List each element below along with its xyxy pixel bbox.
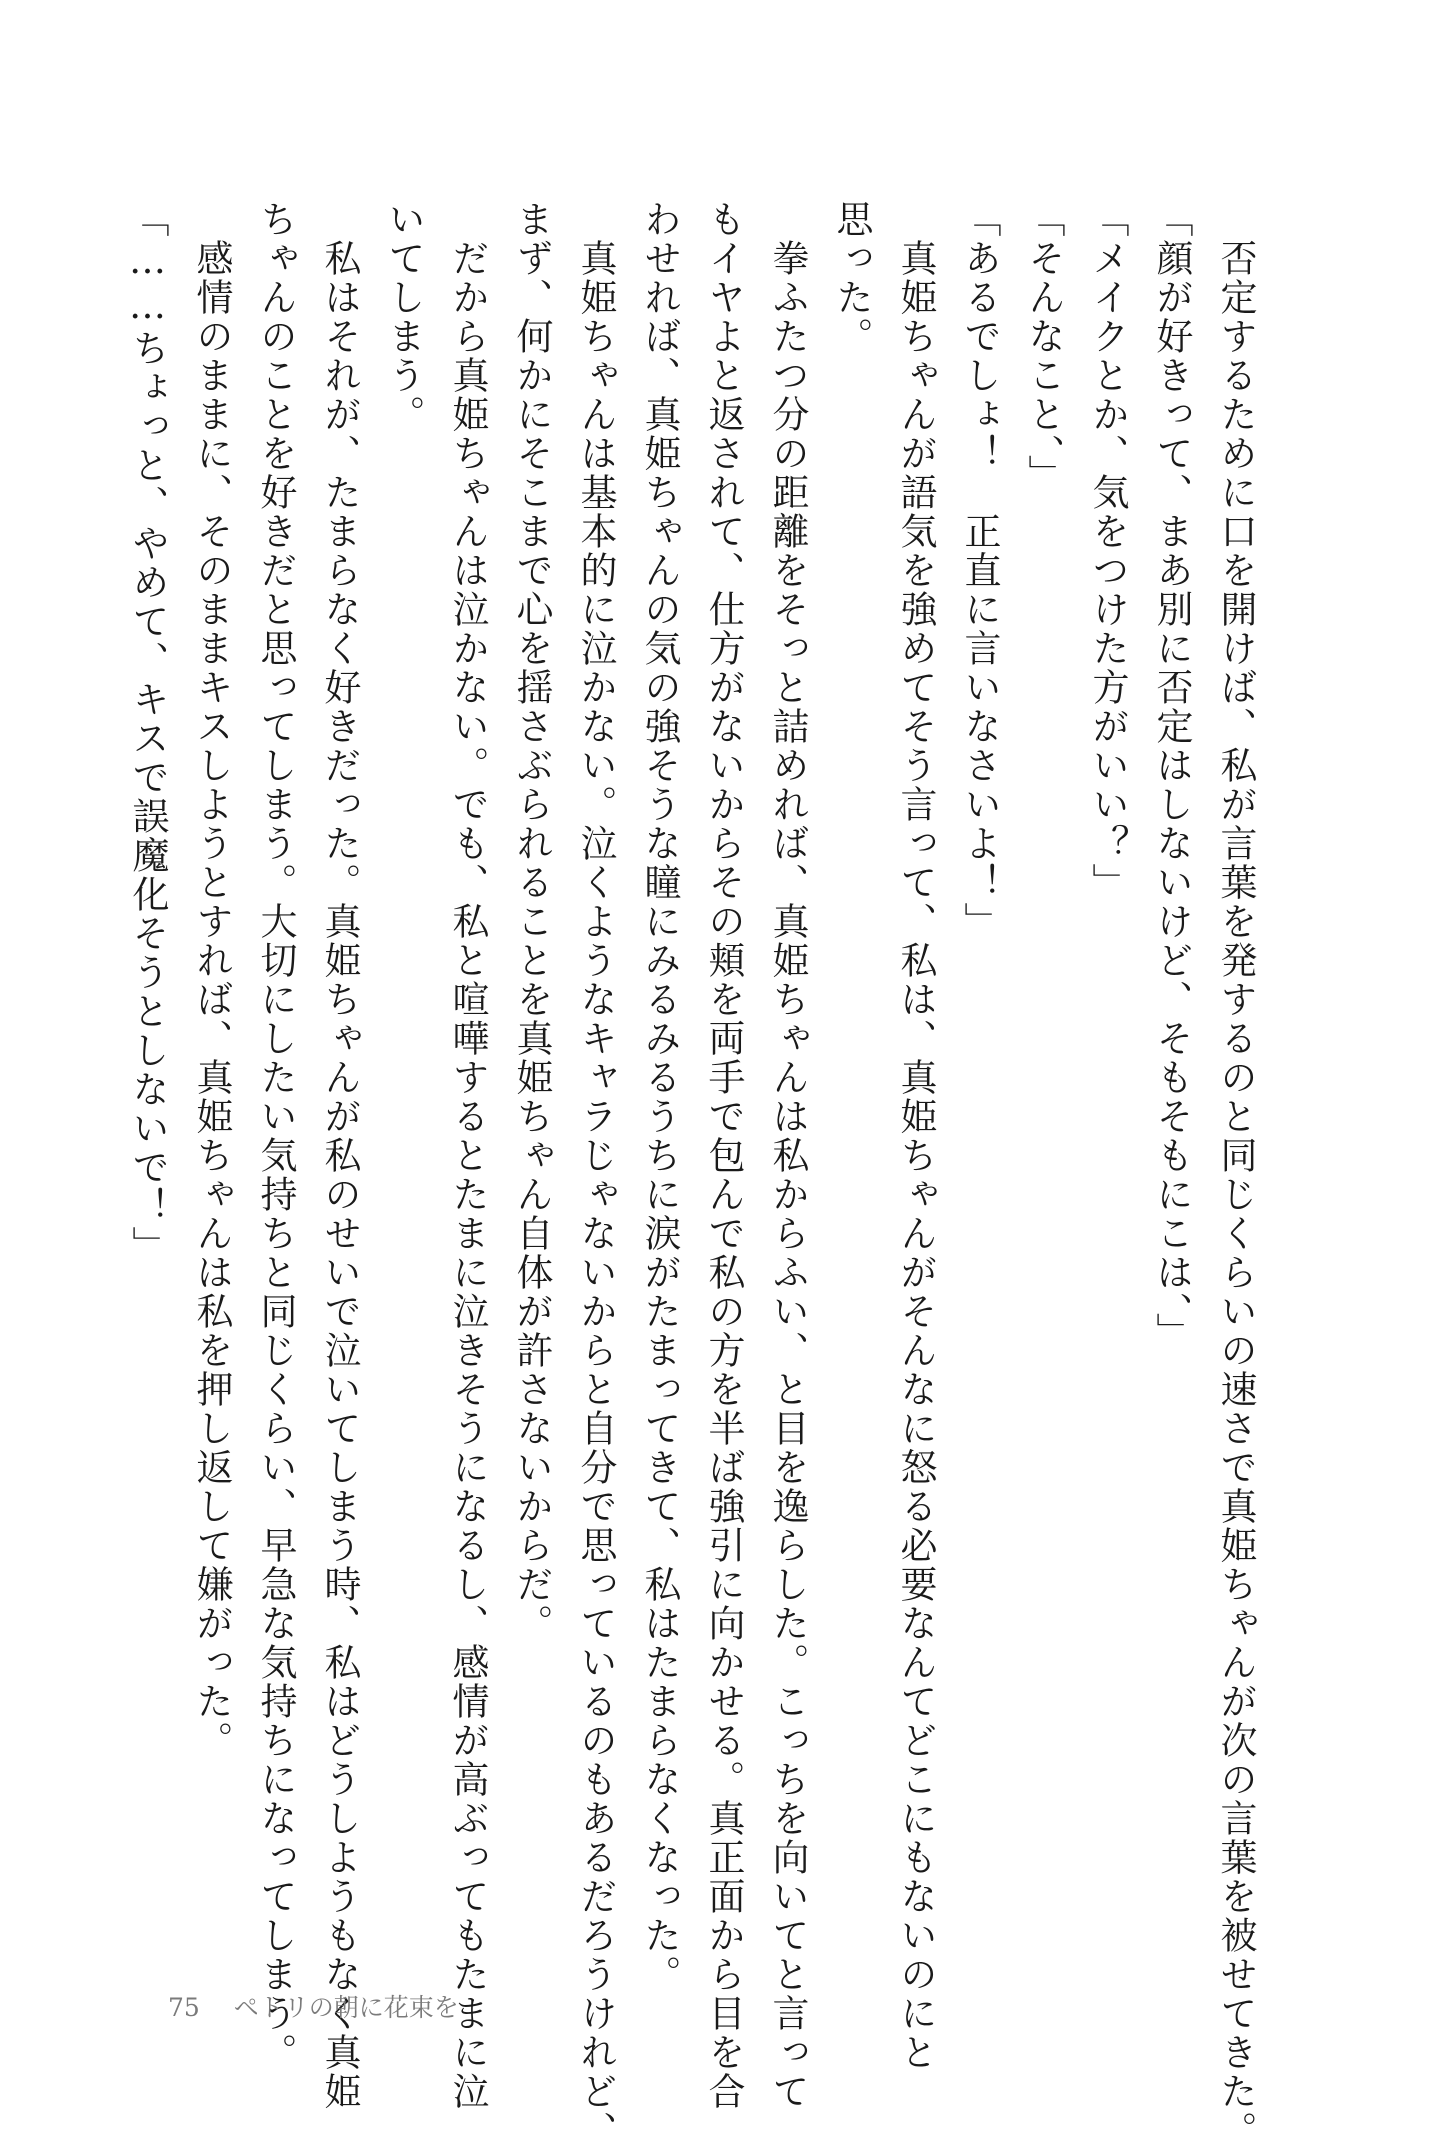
text-line: 私はそれが、たまらなく好きだった。真姫ちゃんが私のせいで泣いてしまう時、私はどうしようもなく真姫 bbox=[318, 200, 361, 2111]
page-footer bbox=[168, 1988, 459, 2024]
text-line: 思った。 bbox=[830, 200, 873, 356]
text-line: だから真姫ちゃんは泣かない。でも、私と喧嘩するとたまに泣きそうになるし、感情が高ぶってもたまに泣 bbox=[446, 200, 489, 2111]
vertical-text-block bbox=[126, 200, 1260, 2150]
text-line: わせれば、真姫ちゃんの気の強そうな瞳にみるみるうちに涙がたまってきて、私はたまらなくなった。 bbox=[638, 200, 681, 1994]
page-number: 75 bbox=[168, 1993, 200, 2022]
text-line: 「そんなこと、」 bbox=[1022, 200, 1065, 494]
text-line: 真姫ちゃんは基本的に泣かない。泣くようなキャラじゃないからと自分で思っているのもあるだろうけれど、 bbox=[574, 200, 617, 2150]
text-line: 真姫ちゃんが語気を強めてそう言って、私は、真姫ちゃんがそんなに怒る必要なんてどこにもないのにと bbox=[894, 200, 937, 2072]
text-line: ちゃんのことを好きだと思ってしまう。大切にしたい気持ちと同じくらい、早急な気持ちになってしまう。 bbox=[254, 200, 297, 2072]
text-line: 感情のままに、そのままキスしようとすれば、真姫ちゃんは私を押し返して嫌がった。 bbox=[190, 200, 233, 1760]
running-title: ペトリの朝に花束を bbox=[233, 1993, 459, 2022]
text-line: 「……ちょっと、やめて、キスで誤魔化そうとしないで！」 bbox=[126, 200, 169, 1265]
text-line: 「メイクとか、気をつけた方がいい？」 bbox=[1086, 200, 1129, 902]
text-line: 拳ふたつ分の距離をそっと詰めれば、真姫ちゃんは私からふい、と目を逸らした。こっちを向いてと言って bbox=[766, 200, 809, 2111]
text-line: もイヤよと返されて、仕方がないからその頬を両手で包んで私の方を半ば強引に向かせる。真正面から目を合 bbox=[702, 200, 745, 2111]
text-line: 「顔が好きって、まあ別に否定はしないけど、そもそもにこは、」 bbox=[1150, 200, 1193, 1352]
text-line: 否定するために口を開けば、私が言葉を発するのと同じくらいの速さで真姫ちゃんが次の言葉を被せてきた。 bbox=[1214, 200, 1257, 2150]
text-line: 「あるでしょ！ 正直に言いなさいよ！」 bbox=[958, 200, 1001, 941]
text-line: いてしまう。 bbox=[382, 200, 425, 434]
text-line: まず、何かにそこまで心を揺さぶられることを真姫ちゃん自体が許さないからだ。 bbox=[510, 200, 553, 1643]
